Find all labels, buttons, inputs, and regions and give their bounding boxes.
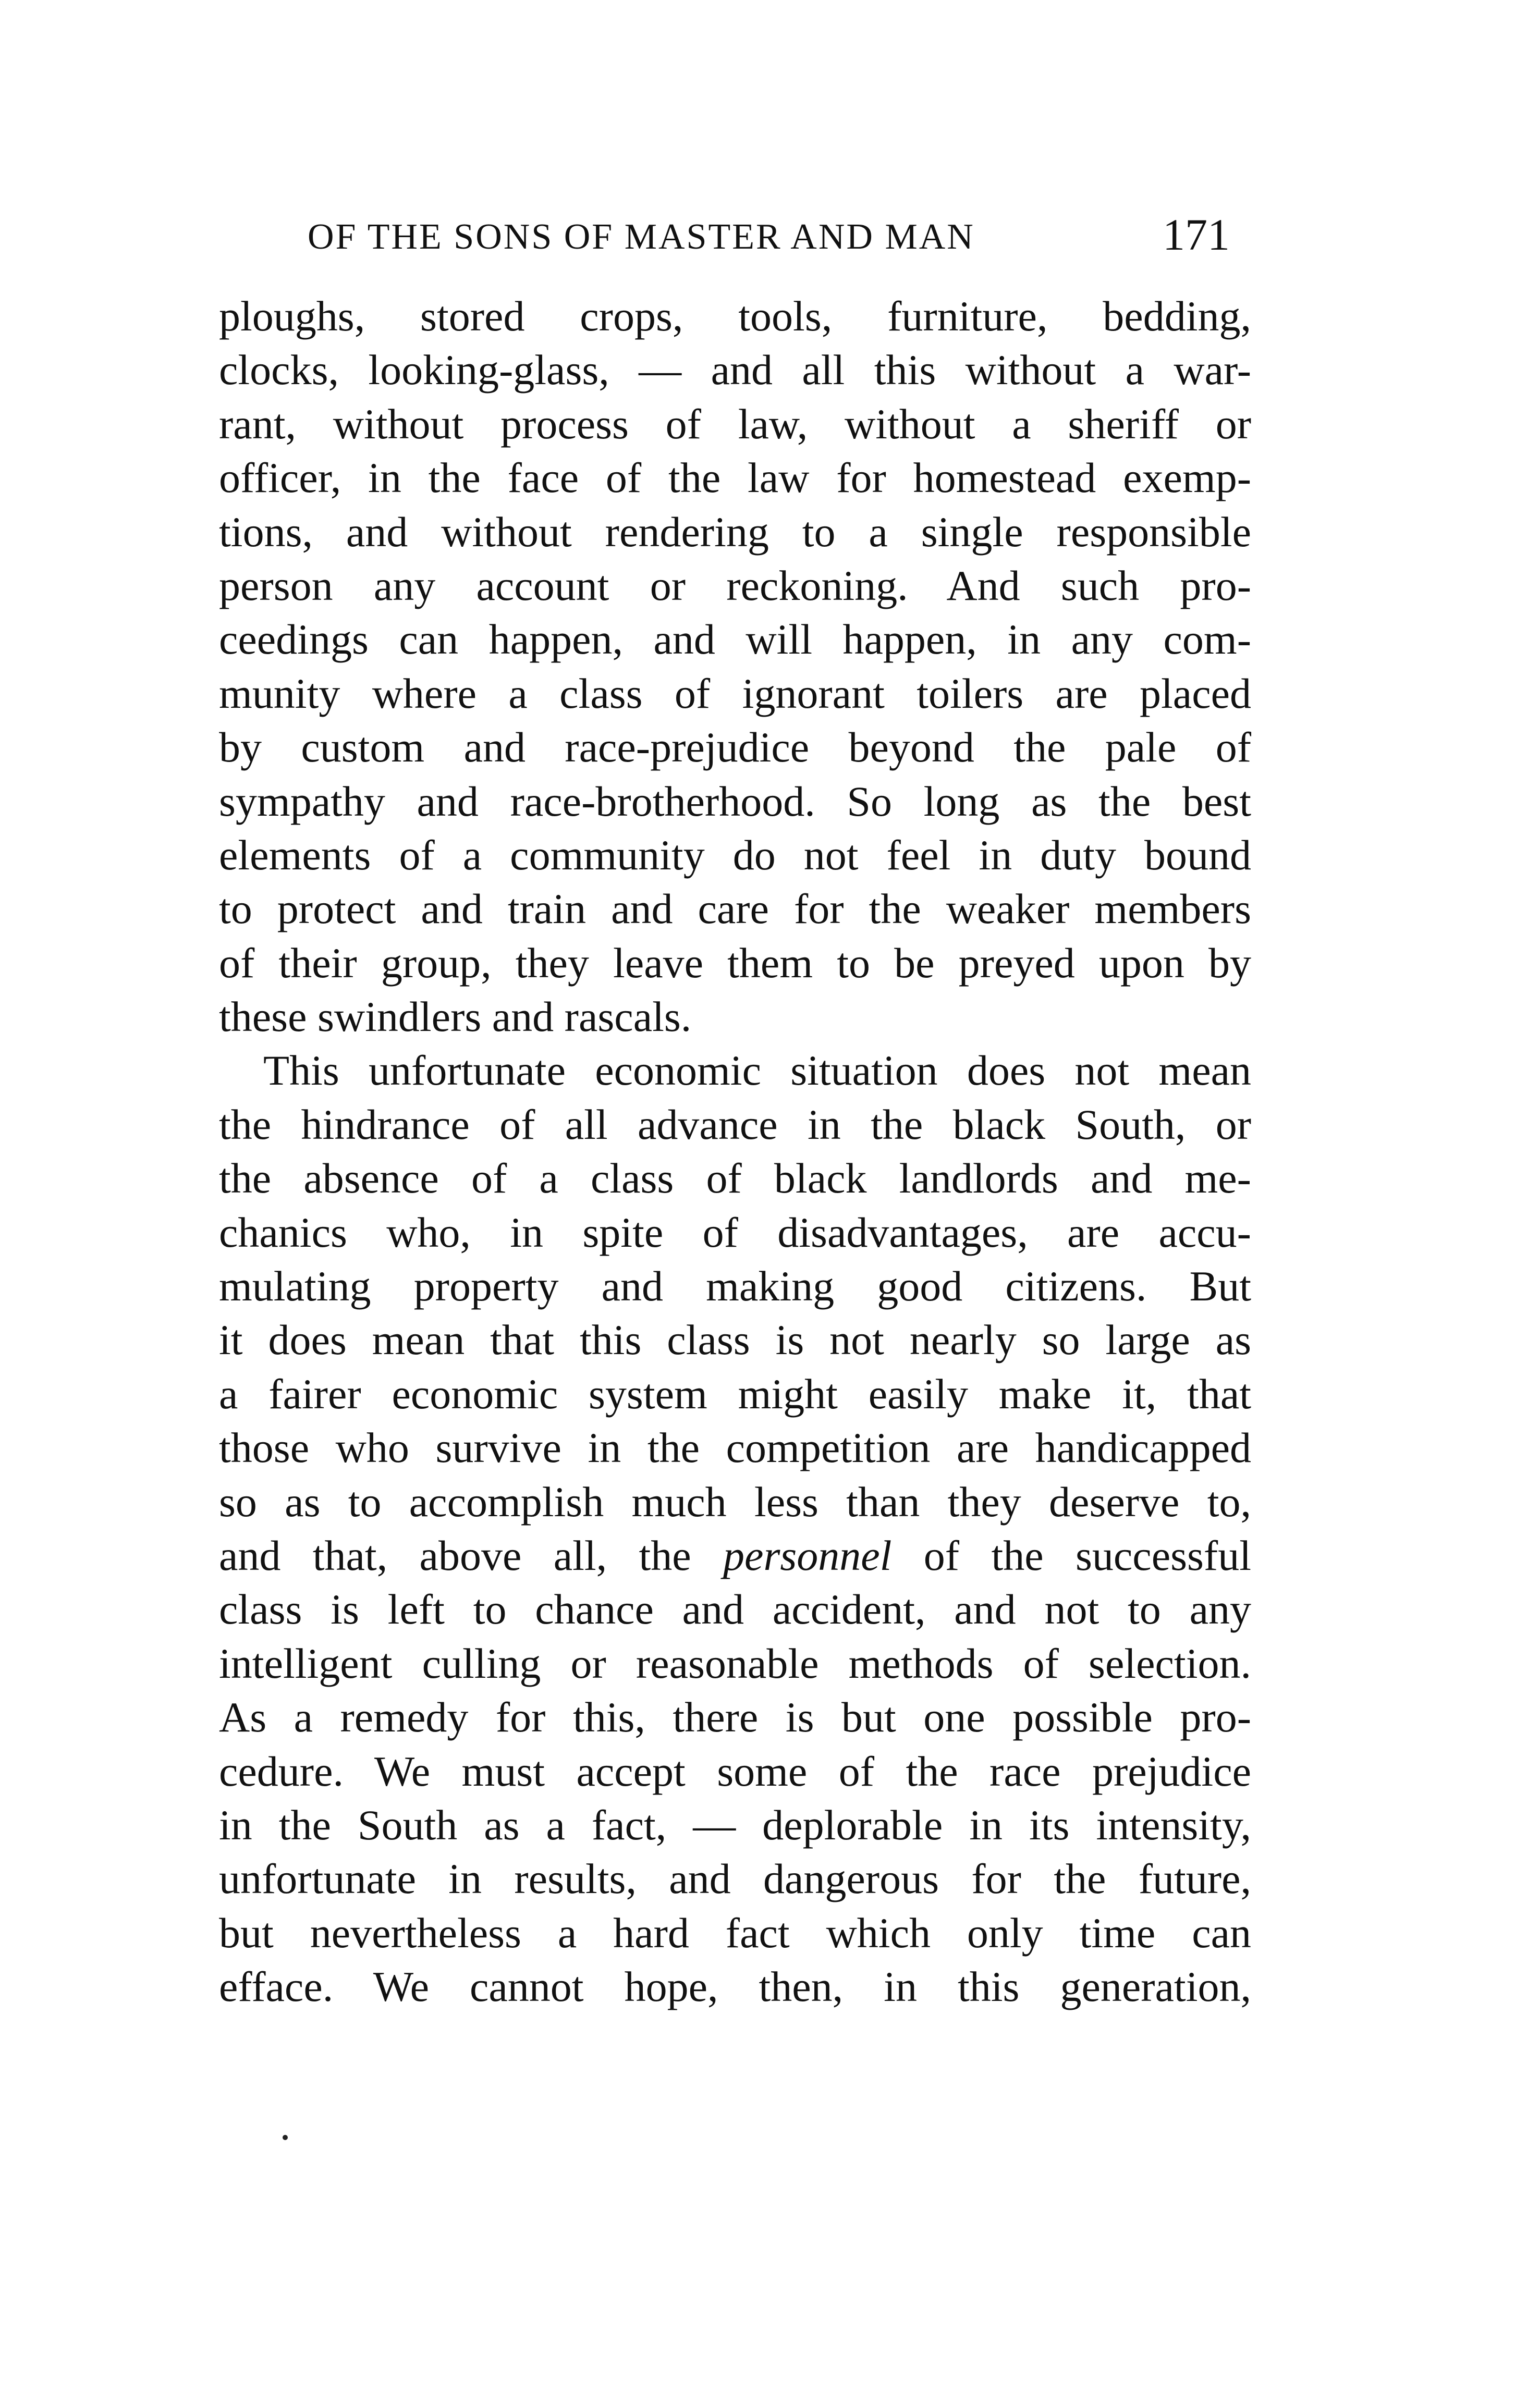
text-line: munity where a class of ignorant toilers are placed bbox=[219, 669, 1251, 717]
text-line: As a remedy for this, there is but one possible pro- bbox=[219, 1693, 1251, 1741]
text-line: ceedings can happen, and will happen, in any com- bbox=[219, 616, 1251, 664]
text-line: those who survive in the competition are handicapped bbox=[219, 1424, 1251, 1472]
text-line: chanics who, in spite of disadvantages, are accu- bbox=[219, 1208, 1251, 1256]
text-segment: and that, above all, the bbox=[219, 1531, 724, 1579]
text-line: cedure. We must accept some of the race prejudice bbox=[219, 1747, 1251, 1795]
text-line: ploughs, stored crops, tools, furniture, bedding, bbox=[219, 292, 1251, 340]
text-line: by custom and race-prejudice beyond the pale of bbox=[219, 723, 1251, 771]
text-line: elements of a community do not feel in duty bound bbox=[219, 831, 1251, 879]
text-line: to protect and train and care for the weaker members bbox=[219, 885, 1251, 933]
text-segment: of the successful bbox=[891, 1531, 1251, 1579]
text-line: the absence of a class of black landlords and me- bbox=[219, 1154, 1251, 1202]
paragraph-2 bbox=[219, 1043, 1251, 2013]
body-text bbox=[219, 289, 1251, 2014]
text-line: the hindrance of all advance in the black South, or bbox=[219, 1100, 1251, 1148]
text-line: This unfortunate economic situation does not mean bbox=[263, 1047, 1251, 1095]
text-line: tions, and without rendering to a single responsible bbox=[219, 508, 1251, 556]
text-line: officer, in the face of the law for homestead exemp- bbox=[219, 454, 1251, 502]
text-line: rant, without process of law, without a sheriff or bbox=[219, 400, 1251, 448]
running-head: OF THE SONS OF MASTER AND MAN bbox=[308, 217, 975, 257]
text-line: clocks, looking-glass, — and all this without a war- bbox=[219, 346, 1251, 394]
text-line: in the South as a fact, — deplorable in its intensity, bbox=[219, 1801, 1251, 1849]
text-line: efface. We cannot hope, then, in this generation, bbox=[219, 1963, 1251, 2011]
text-line: class is left to chance and accident, and not to any bbox=[219, 1586, 1251, 1633]
text-line: intelligent culling or reasonable methods of selection. bbox=[219, 1639, 1251, 1687]
text-line: person any account or reckoning. And such pro- bbox=[219, 561, 1251, 609]
text-line: these swindlers and rascals. bbox=[219, 993, 692, 1041]
text-line: but nevertheless a hard fact which only time can bbox=[219, 1909, 1251, 1957]
italic-term: personnel bbox=[723, 1531, 892, 1579]
text-line: a fairer economic system might easily make it, that bbox=[219, 1370, 1251, 1418]
ink-speck bbox=[283, 2135, 288, 2140]
paragraph-1 bbox=[219, 289, 1251, 1043]
text-line: unfortunate in results, and dangerous for the future, bbox=[219, 1855, 1251, 1903]
text-line: mulating property and making good citizens. But bbox=[219, 1262, 1251, 1310]
text-line: so as to accomplish much less than they deserve to, bbox=[219, 1478, 1251, 1526]
page-number: 171 bbox=[1163, 210, 1230, 260]
text-line: of their group, they leave them to be preyed upon by bbox=[219, 939, 1251, 987]
text-line-with-italic bbox=[219, 1529, 1251, 1582]
text-line: sympathy and race-brotherhood. So long as the best bbox=[219, 777, 1251, 825]
text-line: it does mean that this class is not nearly so large as bbox=[219, 1316, 1251, 1364]
